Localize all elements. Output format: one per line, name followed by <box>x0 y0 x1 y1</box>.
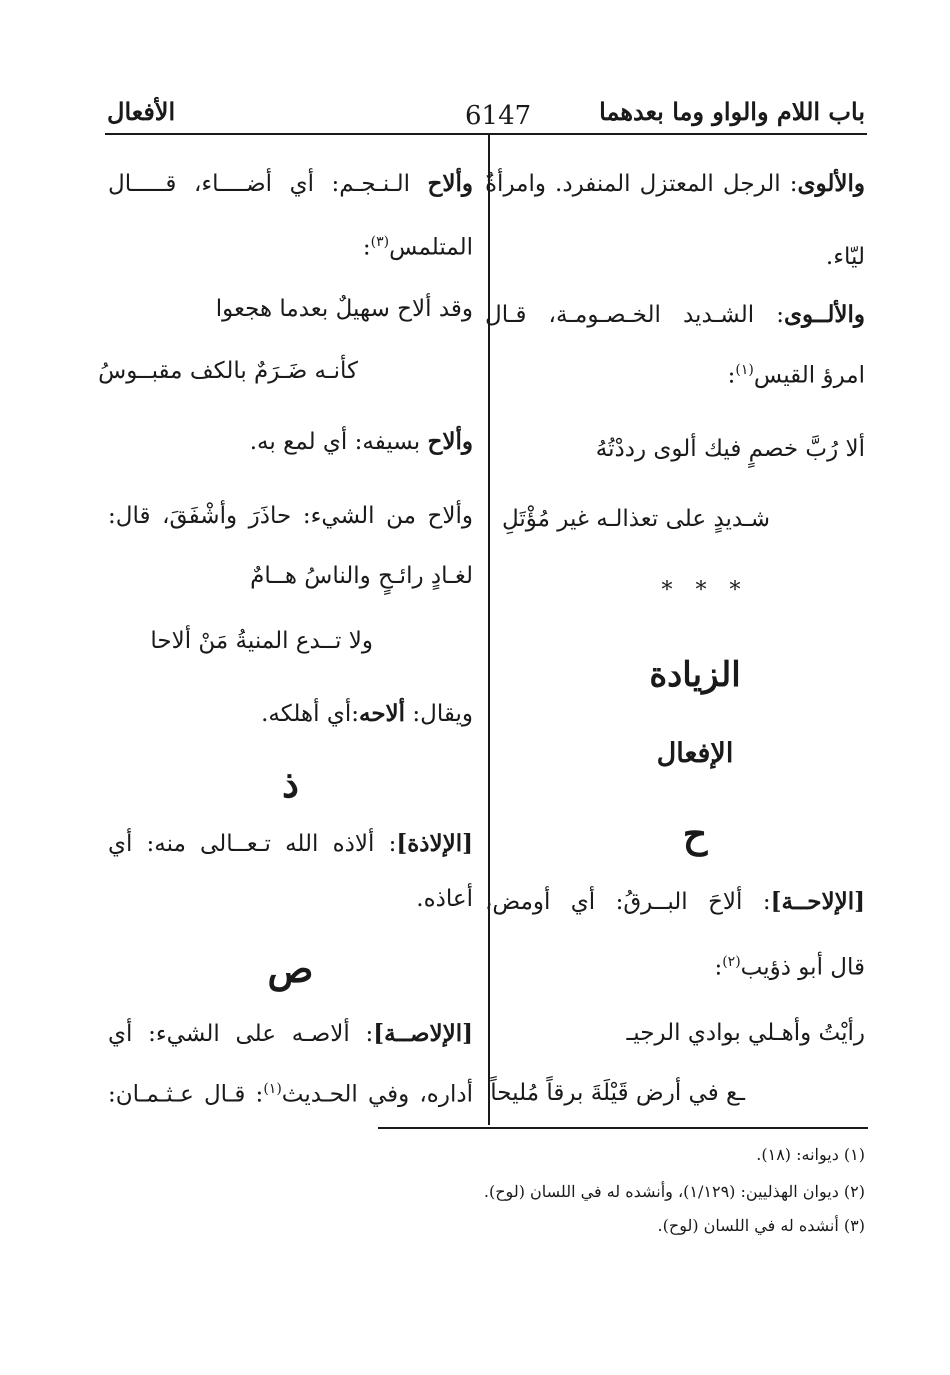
footnote-ref: (٣) <box>370 234 390 250</box>
headword: [الإلاصــة] <box>373 1020 473 1047</box>
page-number: 6147 <box>465 101 532 131</box>
definition-text: أداره، وفي الحـديث <box>281 1081 473 1108</box>
entry-line <box>250 430 473 454</box>
verse-line: وقد ألاح سهيلٌ بعدما هجعوا <box>215 296 473 322</box>
poet-name: امرؤ القيس <box>753 362 865 389</box>
page-header <box>105 95 865 135</box>
headword: وألاح <box>427 428 473 455</box>
definition-text: الـنـجـم: أي أضــــاء، قـــــال <box>108 171 410 197</box>
footnote-ref: (١) <box>263 1081 282 1097</box>
definition-text: بسيفه: أي لمع به. <box>249 429 421 455</box>
section-title: الزيادة <box>649 655 741 695</box>
footnote-rule <box>378 1127 868 1129</box>
punctuation: : <box>714 954 723 981</box>
poet-name: المتلمس <box>389 234 473 261</box>
punctuation: : <box>362 234 371 261</box>
headword: والألوى <box>797 170 865 197</box>
headword: والألــوى <box>784 301 865 328</box>
verse-line: شـديدٍ على تعذالـه غير مُؤْتَلِ <box>501 506 770 532</box>
entry-line: أعاذه. <box>416 886 473 912</box>
letter-heading: ص <box>267 946 314 991</box>
chapter-title: باب اللام والواو وما بعدهما <box>599 97 865 126</box>
entry-line <box>728 363 865 388</box>
entry-line <box>108 1082 473 1107</box>
definition-text: ويقال: <box>412 701 473 727</box>
headword: وألاح <box>427 170 474 197</box>
verse-line: رأيْتُ وأهـلي بوادي الرجيـ <box>626 1020 865 1046</box>
footnote: (٣) أنشده له في اللسان (لوح). <box>657 1216 865 1235</box>
entry-line <box>485 172 865 196</box>
entry-line <box>485 303 865 327</box>
letter-heading: ذ <box>282 761 299 806</box>
entry-line <box>108 832 473 856</box>
column-divider <box>488 135 490 1125</box>
definition-text: : ألاصـه على الشيء: أي <box>108 1021 374 1047</box>
subsection-title: الإفعال <box>656 738 734 769</box>
punctuation: : <box>727 362 736 389</box>
footnote-ref: (١) <box>735 362 754 378</box>
footnote: (٢) ديوان الهذليين: (١/١٢٩)، وأنشده له في اللسان (لوح). <box>483 1182 865 1201</box>
letter-heading: ح <box>682 811 708 856</box>
headword: [الإلاحــة] <box>770 888 865 915</box>
entry-line: ليّاء. <box>825 244 865 270</box>
headword: ألاحه <box>359 700 406 727</box>
entry-line <box>363 235 473 260</box>
verse-line: ألا رُبَّ خصمٍ فيك ألوى رددْتُهُ <box>595 436 865 462</box>
entry-line <box>108 1022 473 1046</box>
definition-text: : ألاذه الله تـعــالى منه: أي <box>108 831 397 857</box>
entry-line <box>714 955 865 980</box>
verse-line: ـع في أرض قَيْلَةَ برقاً مُليحاً <box>490 1080 745 1106</box>
separator-stars: * * * <box>661 578 749 603</box>
header-rule <box>105 133 867 135</box>
footnote: (١) ديوانه: (١٨). <box>756 1145 865 1164</box>
footnote-ref: (٢) <box>722 954 741 970</box>
definition-text: : ألاحَ البــرقُ: أي أومض، <box>485 889 771 915</box>
headword: [الإلاذة] <box>396 830 473 857</box>
verse-line: كأنـه ضَـرَمٌ بالكف مقبــوسُ <box>98 358 358 384</box>
definition-text: : الرجل المعتزل المنفرد. وامرأةٌ <box>485 171 798 197</box>
entry-line <box>261 702 473 726</box>
definition-text: : الشـديد الخـصـومـة، قـال <box>485 302 785 328</box>
entry-line <box>108 172 473 196</box>
verse-line: ولا تــدع المنيةُ مَنْ ألاحا <box>150 628 373 654</box>
poet-name: قال أبو ذؤيب <box>740 954 865 981</box>
definition-text: : قـال عـثـمـان: <box>108 1081 264 1108</box>
definition-text: :أي أهلكه. <box>261 701 359 727</box>
entry-line <box>485 890 865 914</box>
verse-line: لغـادٍ رائـحٍ والناسُ هــامٌ <box>250 563 473 589</box>
section-heading: الأفعال <box>107 97 176 126</box>
entry-line: وألاح من الشيء: حاذَرَ وأشْفَقَ، قال: <box>108 503 473 529</box>
